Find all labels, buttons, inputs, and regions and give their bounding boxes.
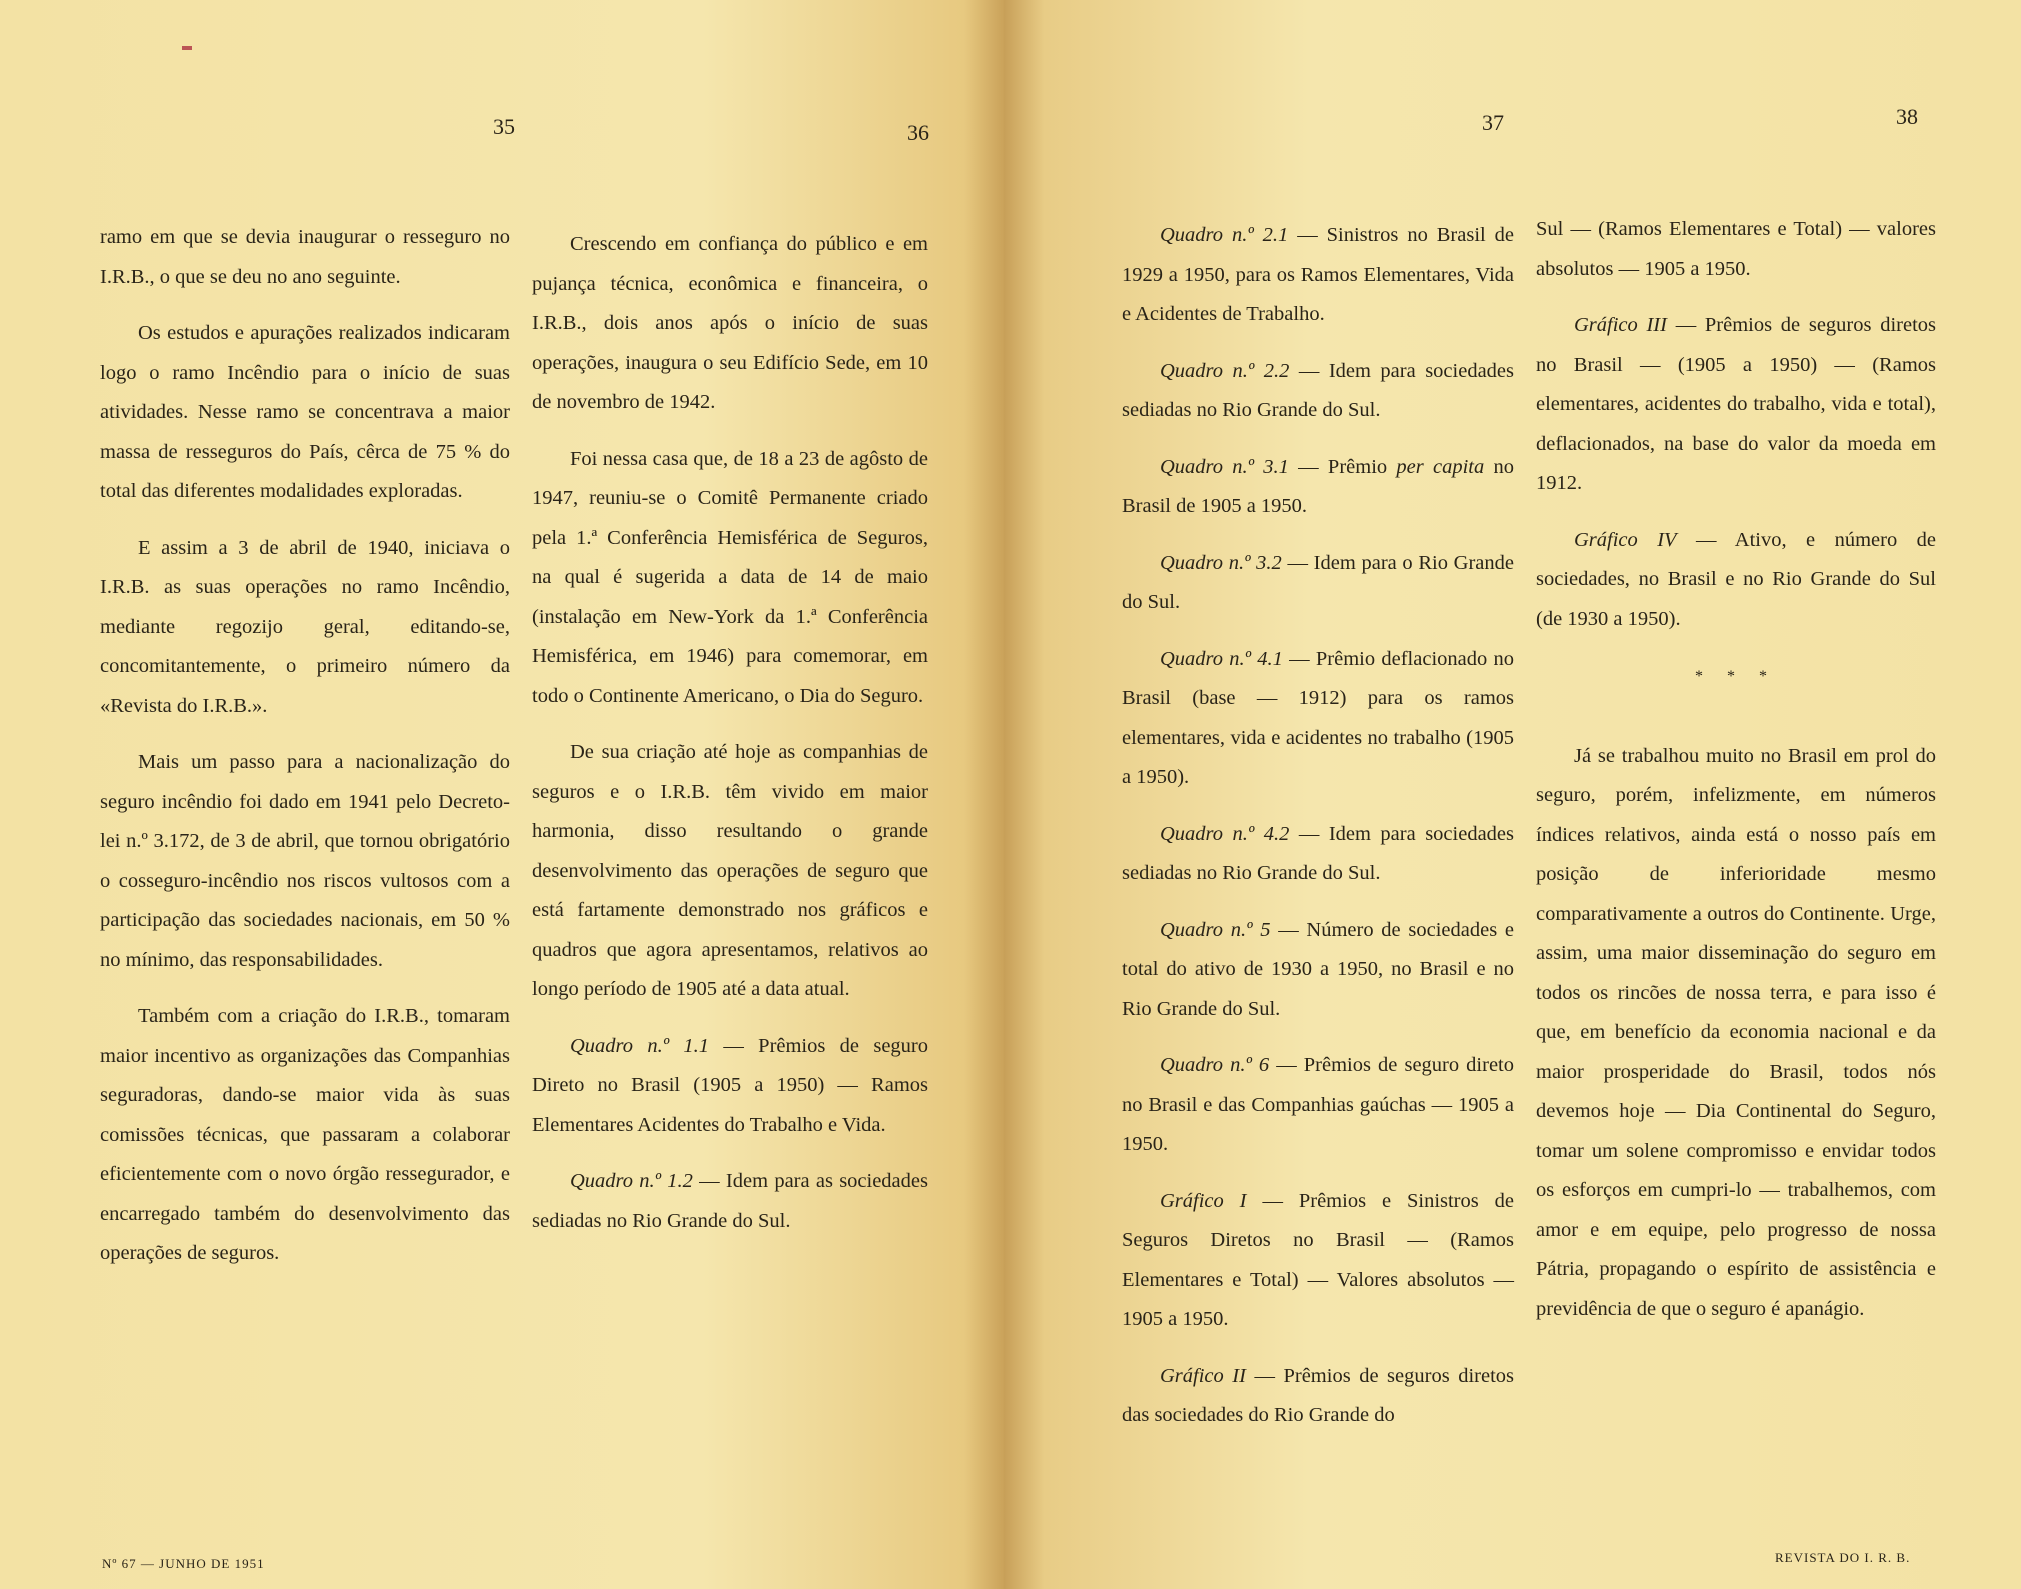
grafico-text: — Ativo, e número de sociedades, no Brasil e no Rio Grande do Sul (de 1930 a 1950).	[1536, 528, 1936, 630]
quadro-label: Quadro n.º 6	[1160, 1054, 1270, 1076]
grafico-label: Gráfico IV	[1574, 528, 1677, 551]
quadro-text: — Idem para sociedades sediadas no Rio Grande do Sul.	[1122, 822, 1514, 884]
quadro-1-1	[532, 1027, 928, 1146]
quadro-label: Quadro n.º 2.1	[1160, 224, 1289, 246]
quadro-text: — Sinistros no Brasil de 1929 a 1950, para os Ramos Elementares, Vida e Acidentes de Trabalho.	[1122, 224, 1514, 325]
paragraph: Mais um passo para a nacionalização do seguro incêndio foi dado em 1941 pelo Decreto-lei n.º 3.172, de 3 de abril, que tornou obrigatório o cosseguro-incêndio nos riscos vultosos com a participação das sociedades nacionais, em 50 % no mínimo, das responsabilidades.	[100, 751, 510, 971]
section-divider-stars: * * *	[1695, 668, 1777, 685]
quadro-text: — Prêmio	[1298, 455, 1397, 478]
page-number-37: 37	[1482, 110, 1504, 135]
footer-issue: Nº 67 — JUNHO DE 1951	[102, 1556, 265, 1571]
grafico-label: Gráfico I	[1160, 1189, 1247, 1212]
quadro-text-italic: per capita	[1396, 455, 1485, 478]
quadro-label: Quadro n.º 5	[1160, 918, 1271, 941]
column-page-36	[532, 225, 928, 1258]
quadro-text: — Prêmio deflacionado no Brasil (base — 1912) para os ramos elementares, vida e acidentes no trabalho (1905 a 1950).	[1122, 647, 1514, 788]
paragraph: Também com a criação do I.R.B., tomaram maior incentivo as organizações das Companhias seguradoras, dando-se maior vida às suas comissões técnicas, que passaram a colaborar eficientemente com o novo órgão ressegurador, e encarregado também do desenvolvimento das operações de seguros.	[100, 1005, 510, 1264]
grafico-1	[1122, 1182, 1514, 1340]
quadro-label: Quadro n.º 1.2	[570, 1170, 693, 1192]
quadro-label: Quadro n.º 1.1	[570, 1034, 710, 1057]
paragraph: E assim a 3 de abril de 1940, iniciava o I.R.B. as suas operações no ramo Incêndio, mediante regozijo geral, editando-se, concomitantemente, o primeiro número da «Revista do I.R.B.».	[100, 536, 510, 717]
paragraph: Os estudos e apurações realizados indicaram logo o ramo Incêndio para o início de suas atividades. Nesse ramo se concentrava a maior massa de resseguros do País, cêrca de 75 % do total das diferentes modalidades exploradas.	[100, 322, 510, 502]
grafico-3	[1536, 306, 1936, 504]
quadro-6	[1122, 1046, 1514, 1165]
quadro-label: Quadro n.º 2.2	[1160, 359, 1290, 382]
grafico-text: — Prêmios de seguros diretos no Brasil — (1905 a 1950) — (Ramos elementares, acidentes do trabalho, vida e total), deflacionados, na base do valor da moeda em 1912.	[1536, 314, 1936, 494]
footer-magazine-title: REVISTA DO I. R. B.	[1775, 1550, 1911, 1565]
quadro-4-2	[1122, 815, 1514, 894]
paragraph: ramo em que se devia inaugurar o resseguro no I.R.B., o que se deu no ano seguinte.	[100, 226, 510, 288]
right-page	[1004, 0, 2021, 1589]
quadro-text: no Brasil de 1905 a 1950.	[1122, 455, 1515, 517]
paragraph: Foi nessa casa que, de 18 a 23 de agôsto de 1947, reuniu-se o Comitê Permanente criado pela 1.ª Conferência Hemisférica de Seguros, na qual é sugerida a data de 14 de maio (instalação em New-York da 1.ª Conferência Hemisférica, em 1946) para comemorar, em todo o Continente Americano, o Dia do Seguro.	[532, 447, 928, 707]
paragraph: Crescendo em confiança do público e em pujança técnica, econômica e financeira, o I.R.B., dois anos após o início de suas operações, inaugura o seu Edifício Sede, em 10 de novembro de 1942.	[532, 233, 928, 413]
page-number-35: 35	[493, 114, 515, 139]
quadro-3-1	[1122, 448, 1514, 527]
left-page	[0, 0, 1004, 1589]
quadro-2-1	[1122, 216, 1514, 335]
ink-mark	[182, 46, 192, 50]
quadro-3-2	[1122, 544, 1514, 623]
quadro-1-2	[532, 1162, 928, 1241]
quadro-4-1	[1122, 640, 1514, 798]
page-number-36: 36	[907, 120, 929, 145]
grafico-2	[1122, 1357, 1514, 1436]
column-page-35	[100, 218, 510, 1291]
paragraph: Já se trabalhou muito no Brasil em prol do seguro, porém, infelizmente, em números índices relativos, ainda está o nosso país em posição de inferioridade mesmo comparativamente a outros do Continente. Urge, assim, uma maior disseminação do seguro em todos os rincões de nossa terra, e para isso é que, em benefício da economia nacional e da maior prosperidade do Brasil, todos nós devemos hoje — Dia Continental do Seguro, tomar um solene compromisso e envidar todos os esforços em cumpri-lo — trabalhemos, com amor e em equipe, pelo progresso de nossa Pátria, propagando o espírito de assistência e previdência de que o seguro é apanágio.	[1536, 744, 1936, 1320]
quadro-2-2	[1122, 352, 1514, 431]
grafico-4	[1536, 521, 1936, 640]
grafico-label: Gráfico III	[1574, 314, 1667, 336]
quadro-text: — Prêmios de seguro Direto no Brasil (1905 a 1950) — Ramos Elementares Acidentes do Trabalho e Vida.	[532, 1034, 928, 1136]
column-page-38	[1536, 210, 1936, 1346]
quadro-label: Quadro n.º 4.1	[1160, 647, 1283, 670]
page-number-38: 38	[1896, 104, 1918, 129]
quadro-label: Quadro n.º 3.2	[1160, 551, 1282, 574]
continuation-text: Sul — (Ramos Elementares e Total) — valores absolutos — 1905 a 1950.	[1536, 218, 1936, 280]
quadro-text: — Idem para sociedades sediadas no Rio Grande do Sul.	[1122, 359, 1514, 421]
grafico-label: Gráfico II	[1160, 1364, 1246, 1387]
quadro-text: — Número de sociedades e total do ativo de 1930 a 1950, no Brasil e no Rio Grande do Sul.	[1122, 918, 1515, 1020]
quadro-text: — Idem para as sociedades sediadas no Rio Grande do Sul.	[532, 1170, 928, 1232]
quadro-5	[1122, 911, 1514, 1030]
quadro-text: — Idem para o Rio Grande do Sul.	[1122, 551, 1515, 613]
grafico-text: — Prêmios de seguros diretos das sociedades do Rio Grande do	[1122, 1364, 1514, 1426]
paragraph: De sua criação até hoje as companhias de seguros e o I.R.B. têm vivido em maior harmonia, disso resultando o grande desenvolvimento das operações de seguro que está fartamente demonstrado nos gráficos e quadros que agora apresentamos, relativos ao longo período de 1905 até a data atual.	[532, 741, 928, 1000]
quadro-text: — Prêmios de seguro direto no Brasil e das Companhias gaúchas — 1905 a 1950.	[1122, 1054, 1515, 1155]
grafico-text: — Prêmios e Sinistros de Seguros Diretos no Brasil — (Ramos Elementares e Total) — Valores absolutos — 1905 a 1950.	[1122, 1189, 1514, 1330]
column-page-37	[1122, 216, 1514, 1453]
quadro-label: Quadro n.º 4.2	[1160, 822, 1290, 845]
quadro-label: Quadro n.º 3.1	[1160, 455, 1289, 478]
